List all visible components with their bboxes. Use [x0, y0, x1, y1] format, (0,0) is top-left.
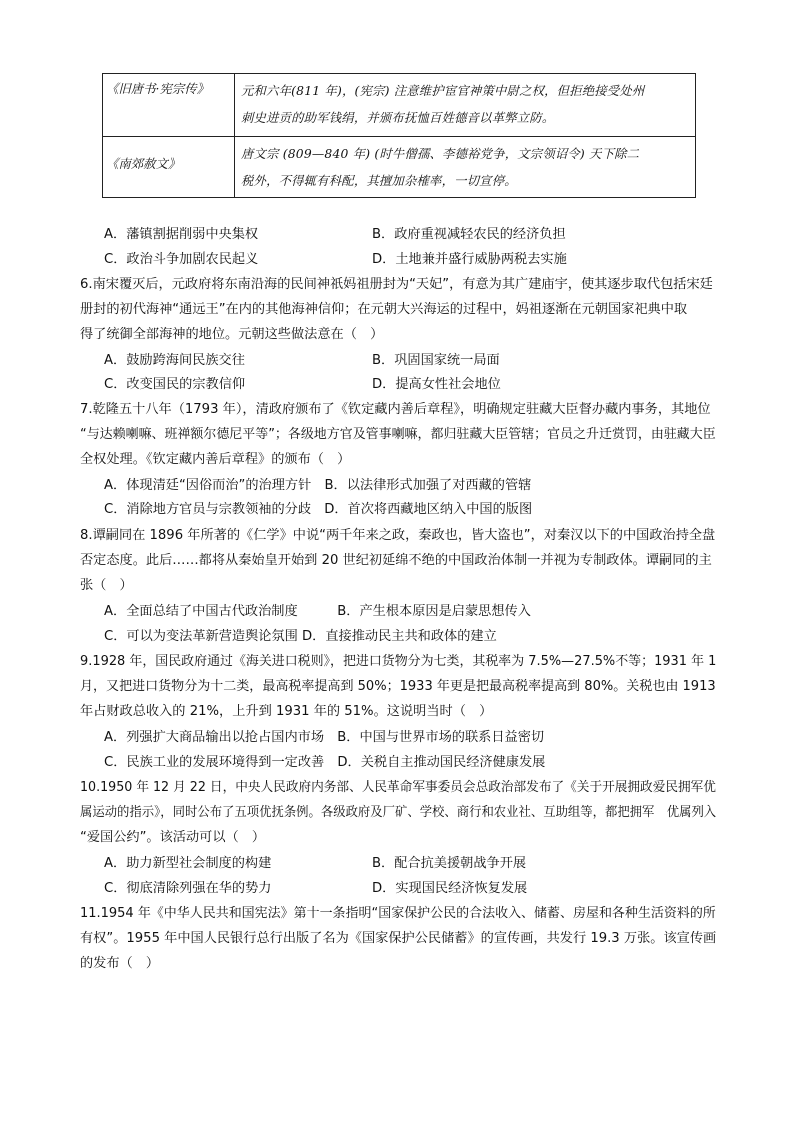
q9-stem-line: 月，又把进口货物分为十二类，最高税率提高到 50%；1933 年更是把最高税率提高到 80%。关税也由 1913 [80, 679, 716, 694]
content-line: 税外，不得辄有科配，其擅加杂榷率，一切宣停。 [241, 173, 517, 188]
q5-option-a: A．藩镇割据削弱中央集权 [104, 227, 259, 242]
q9-options-ab: A．列强扩大商品输出以抢占国内市场 B．中国与世界市场的联系日益密切 [104, 730, 545, 745]
q11-stem-line: 的发布（ ） [80, 956, 160, 971]
q6-stem-line: 6.南宋覆灭后，元政府将东南沿海的民间神祇妈祖册封为“天妃”，有意为其广建庙宇，使其逐步取代包括宋廷 [80, 277, 713, 292]
q5-option-c: C．政治斗争加剧农民起义 [104, 252, 259, 267]
content-line: 唐文宗 (809—840 年) (时牛僧孺、李德裕党争，文宗领诏令) 天下除二 [241, 146, 640, 161]
q8-stem-line: 8.谭嗣同在 1896 年所著的《仁学》中说“两千年来之政，秦政也，皆大盗也”，对秦汉以下的中国政治持全盘 [80, 528, 716, 543]
q10-stem-line: 属运动的指示》，同时公布了五项优抚条例。各级政府及厂矿、学校、商行和农业社、互助组等，都把拥军 优属列入 [80, 805, 717, 820]
q9-options-cd: C．民族工业的发展环境得到一定改善 D．关税自主推动国民经济健康发展 [104, 755, 546, 770]
q9-stem-line: 9.1928 年，国民政府通过《海关进口税则》，把进口货物分为七类，其税率为 7.5%—27.5%不等；1931 年 1 [80, 654, 717, 669]
source-content [235, 74, 695, 131]
q6-stem-line: 得了统御全部海神的地位。元朝这些做法意在（ ） [80, 327, 384, 342]
source-content [235, 137, 695, 194]
q10-option-d: D．实现国民经济恢复发展 [372, 881, 528, 896]
q6-stem-line: 册封的初代海神“通远王”在内的其他海神信仰；在元朝大兴海运的过程中，妈祖逐渐在元朝国家祀典中取 [80, 302, 688, 317]
content-line: 元和六年(811 年)，(宪宗) 注意维护宦官神策中尉之权，但拒绝接受处州 [241, 83, 645, 98]
q5-option-d: D．土地兼并盛行威胁两税去实施 [372, 252, 567, 267]
q8-options-ab: A．全面总结了中国古代政治制度 B．产生根本原因是启蒙思想传入 [104, 604, 531, 619]
q8-stem-line: 张（ ） [80, 578, 133, 593]
source-name: 《旧唐书·宪宗传》 [106, 81, 210, 96]
q6-option-d: D．提高女性社会地位 [372, 377, 501, 392]
q7-stem-line: “与达赖喇嘛、班禅额尔德尼平等”；各级地方官及管事喇嘛，都归驻藏大臣管辖；官员之升迁赏罚，由驻藏大臣 [80, 427, 716, 442]
q10-option-c: C．彻底清除列强在华的势力 [104, 881, 272, 896]
q7-options-ab: A．体现清廷“因俗而治”的治理方针 B．以法律形式加强了对西藏的管辖 [104, 478, 532, 493]
q10-option-b: B．配合抗美援朝战争开展 [372, 856, 527, 871]
q6-option-c: C．改变国民的宗教信仰 [104, 377, 246, 392]
q10-option-a: A．助力新型社会制度的构建 [104, 856, 272, 871]
source-table [102, 73, 696, 198]
q11-stem-line: 11.1954 年《中华人民共和国宪法》第十一条指明“国家保护公民的合法收入、储蓄、房屋和各种生活资料的所 [80, 906, 716, 921]
table-row [103, 74, 696, 137]
source-name: 《南郊赦文》 [106, 156, 181, 171]
q8-stem-line: 否定态度。此后……都将从秦始皇开始到 20 世纪初延绵不绝的中国政治体制一并视为专制政体。谭嗣同的主 [80, 553, 712, 568]
q7-options-cd: C．消除地方官员与宗教领袖的分歧 D．首次将西藏地区纳入中国的版图 [104, 502, 533, 517]
q9-stem-line: 年占财政总收入的 21%，上升到 1931 年的 51%。这说明当时（ ） [80, 704, 493, 719]
q10-stem-line: 10.1950 年 12 月 22 日，中央人民政府内务部、人民革命军事委员会总政治部发布了《关于开展拥政爱民拥军优 [80, 780, 716, 795]
table-row [103, 137, 696, 198]
q8-options-cd: C．可以为变法革新营造舆论氛围 D．直接推动民主共和政体的建立 [104, 629, 497, 644]
q10-stem-line: “爱国公约”。该活动可以（ ） [80, 830, 266, 845]
q7-stem-line: 7.乾隆五十八年（1793 年），清政府颁布了《钦定藏内善后章程》，明确规定驻藏大臣督办藏内事务，其地位 [80, 402, 711, 417]
q11-stem-line: 有权”。1955 年中国人民银行总行出版了名为《国家保护公民储蓄》的宣传画，共发行 19.3 万张。该宣传画 [80, 931, 717, 946]
q6-option-a: A．鼓励跨海间民族交往 [104, 353, 245, 368]
q6-option-b: B．巩固国家统一局面 [372, 353, 500, 368]
content-line: 刺史进贡的助军钱绢，并颁布抚恤百姓德音以革弊立防。 [241, 110, 555, 125]
q5-option-b: B．政府重视减轻农民的经济负担 [372, 227, 566, 242]
q7-stem-line: 全权处理。《钦定藏内善后章程》的颁布（ ） [80, 452, 351, 467]
